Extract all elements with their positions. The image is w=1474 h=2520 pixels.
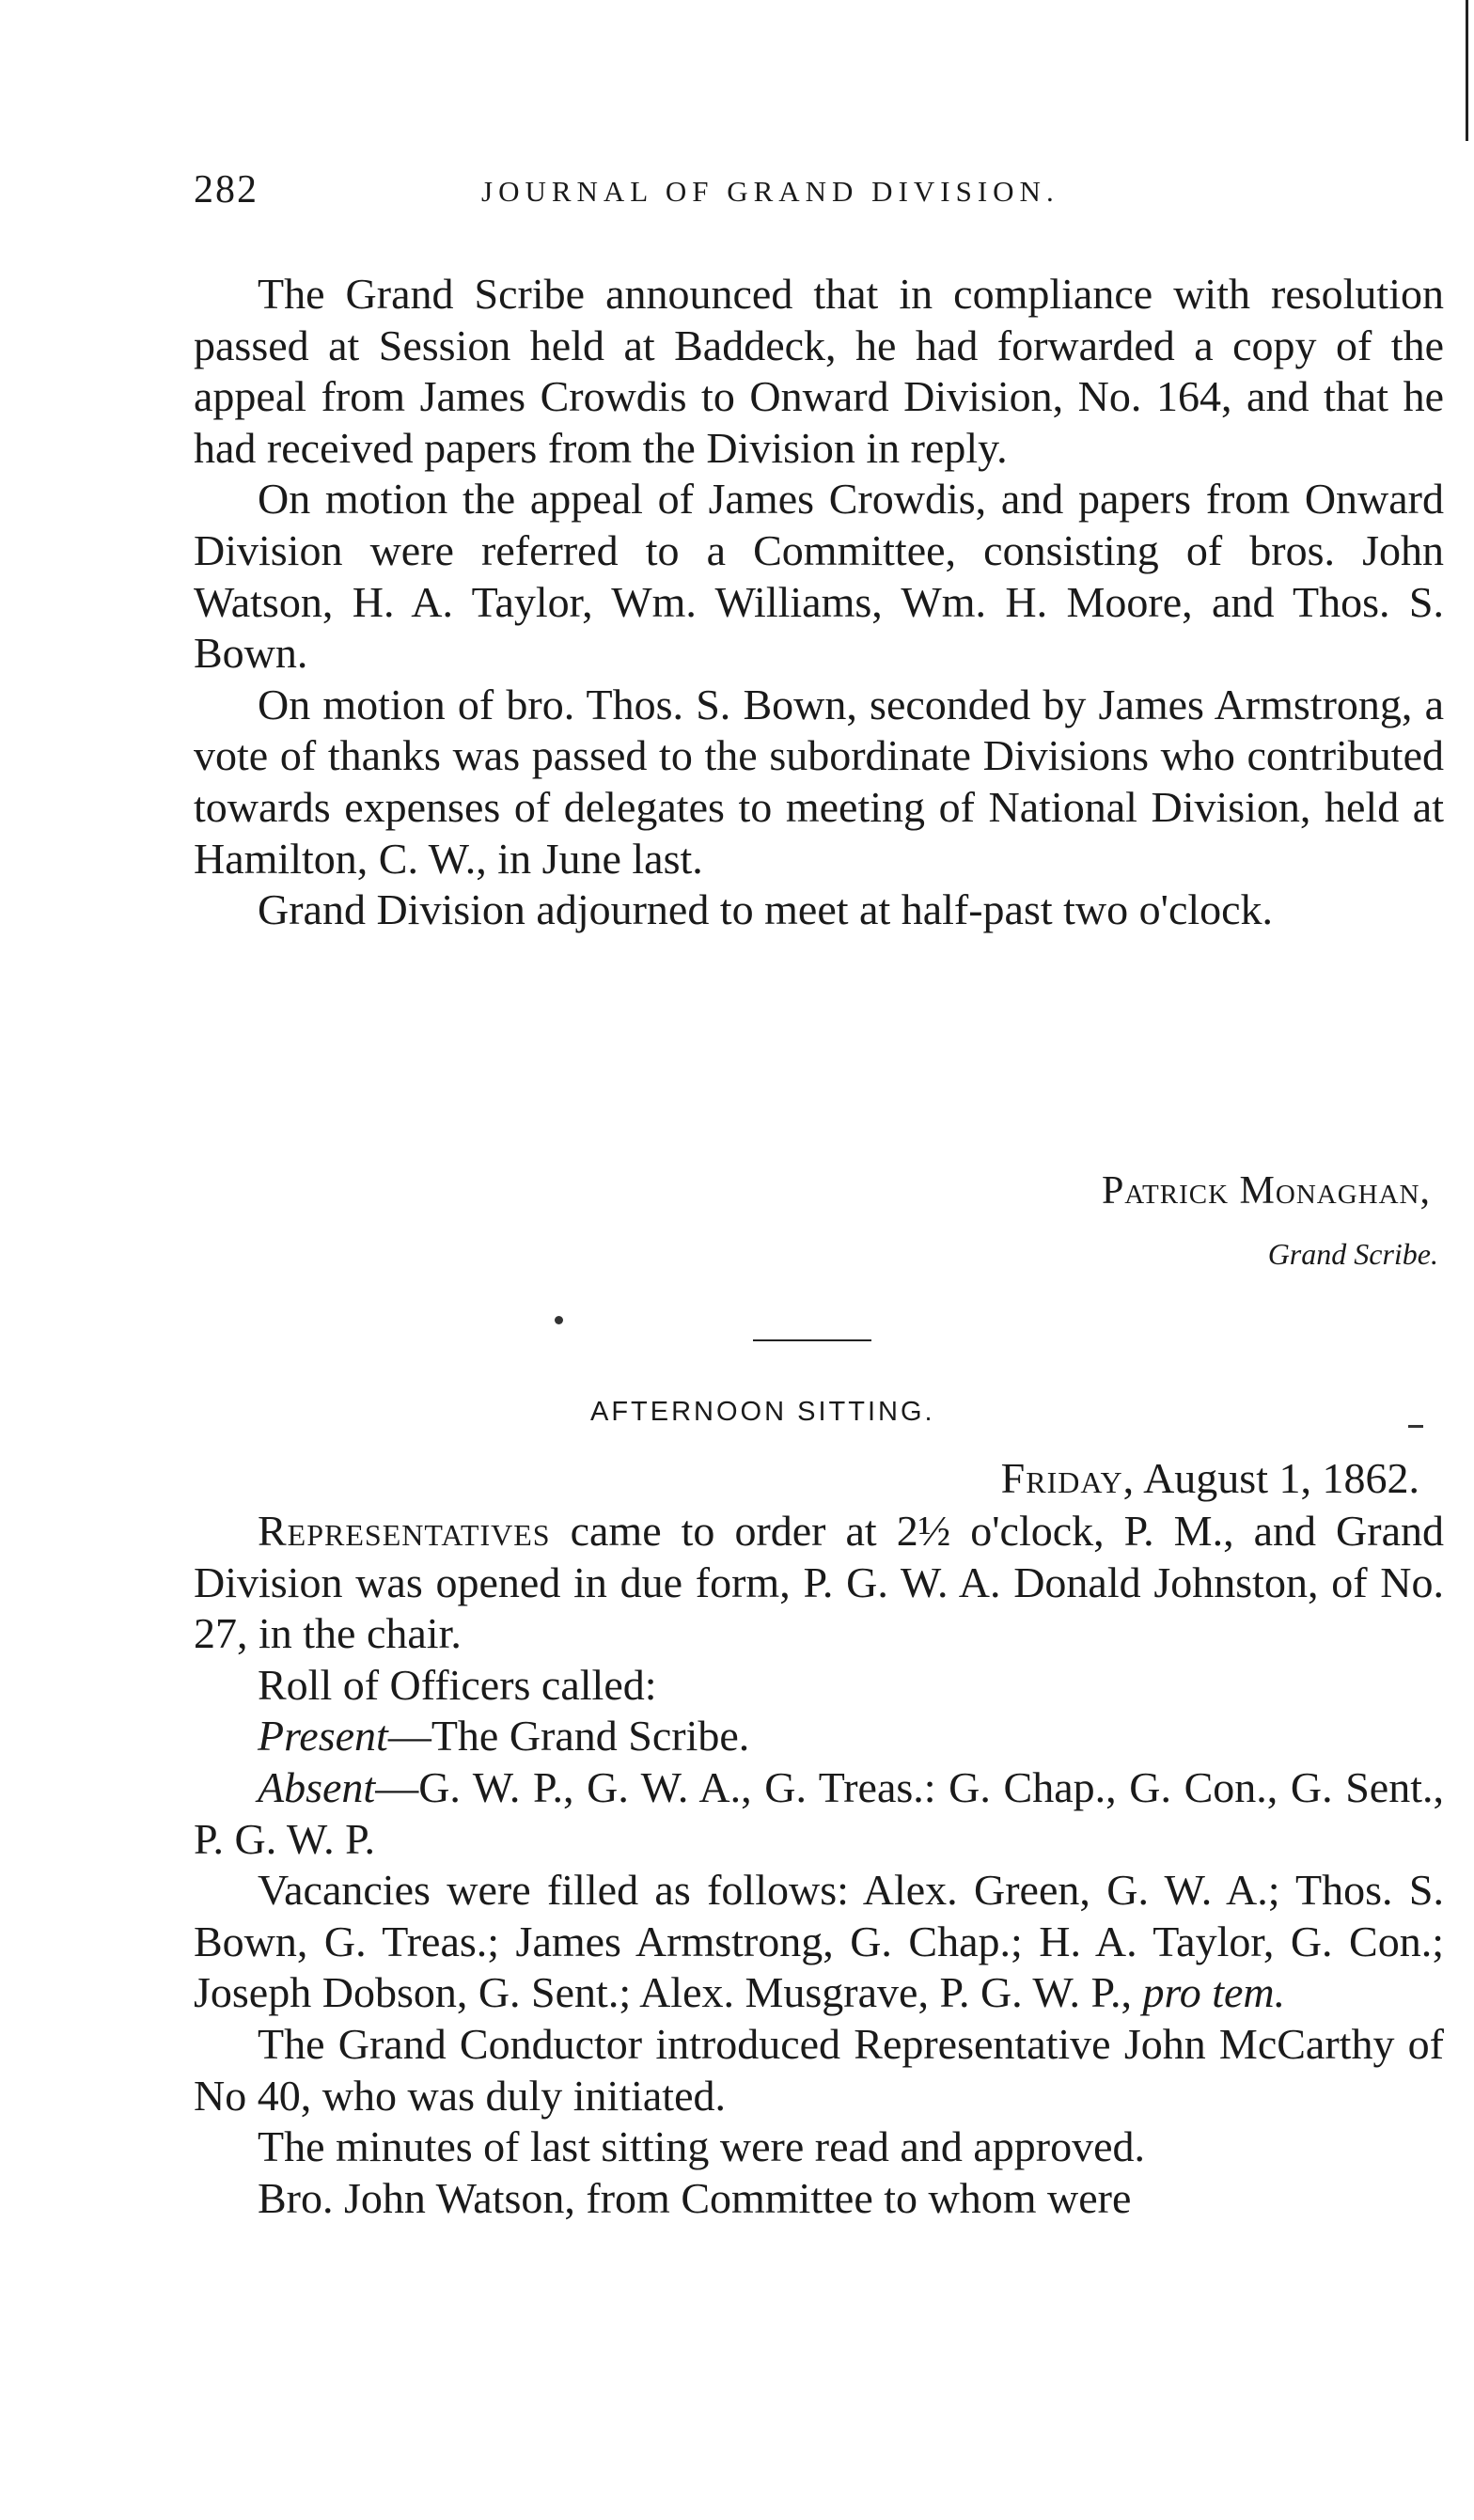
morning-minutes bbox=[194, 269, 1444, 936]
paragraph-text: came to order at 2½ o'clock, P. M., and Grand Division was opened in due form, P. G. W. A. Donald Johnston, of No. 27, in the chair. bbox=[194, 1507, 1444, 1658]
paragraph-present bbox=[194, 1711, 1444, 1762]
absent-label: Absent bbox=[258, 1762, 376, 1811]
stray-dash-mark bbox=[1408, 1425, 1423, 1428]
paragraph-adjournment: Grand Division adjourned to meet at half-past two o'clock. bbox=[258, 885, 1274, 934]
paragraph-text: —G. W. P., G. W. A., G. Treas.: G. Chap., G. Con., G. Sent., P. G. W. P. bbox=[194, 1762, 1444, 1863]
paragraph-text: —The Grand Scribe. bbox=[387, 1712, 750, 1761]
paragraph-committee-report: Bro. John Watson, from Committee to whom were bbox=[258, 2173, 1132, 2222]
paragraph-roll-call: Roll of Officers called: bbox=[258, 1660, 657, 1709]
signature-name: Patrick Monaghan, bbox=[1101, 1169, 1431, 1213]
afternoon-minutes bbox=[194, 1506, 1444, 2224]
page-edge-mark bbox=[1466, 0, 1468, 141]
section-heading-afternoon: AFTERNOON SITTING. bbox=[590, 1397, 935, 1427]
paragraph-appeal-forwarded: The Grand Scribe announced that in compliance with resolution passed at Session held at Baddeck, he had forwarded a copy of the appeal from James Crowdis to Onward Division, No. 164, and that he had received papers from the Division in reply. bbox=[194, 270, 1444, 472]
sitting-date bbox=[1001, 1453, 1419, 1503]
running-title: JOURNAL OF GRAND DIVISION. bbox=[481, 175, 1059, 208]
ink-dot bbox=[555, 1316, 563, 1324]
paragraph-vacancies bbox=[194, 1865, 1444, 2019]
signature-title: Grand Scribe. bbox=[1267, 1237, 1438, 1271]
paragraph-call-to-order bbox=[194, 1506, 1444, 1660]
lead-word: Representatives bbox=[258, 1507, 551, 1555]
date-rest: August 1, 1862. bbox=[1135, 1454, 1419, 1502]
section-divider-rule bbox=[753, 1339, 871, 1341]
paragraph-committee-referral: On motion the appeal of James Crowdis, and papers from Onward Division were referred to a Committee, consisting of bros. John Watson, H. A. Taylor, Wm. Williams, Wm. H. Moore, and Thos. S. Bown. bbox=[194, 475, 1444, 678]
running-head bbox=[194, 167, 1444, 224]
date-day: Friday, bbox=[1000, 1454, 1136, 1502]
paragraph-minutes-approved: The minutes of last sitting were read and approved. bbox=[258, 2122, 1145, 2171]
paragraph-initiation: The Grand Conductor introduced Representative John McCarthy of No 40, who was duly initiated. bbox=[194, 2019, 1444, 2120]
paragraph-text: Vacancies were filled as follows: Alex. Green, G. W. A.; Thos. S. Bown, G. Treas.; James Armstrong, G. Chap.; H. A. Taylor, G. Con.; Joseph Dobson, G. Sent.; Alex. Musgrave, P. G. W. P., bbox=[194, 1866, 1444, 2017]
paragraph-vote-of-thanks: On motion of bro. Thos. S. Bown, seconded by James Armstrong, a vote of thanks was passed to the subordinate Divisions who contributed towards expenses of delegates to meeting of National Division, held at Hamilton, C. W., in June last. bbox=[194, 680, 1444, 883]
pro-tem-note: pro tem. bbox=[1142, 1968, 1286, 2017]
present-label: Present bbox=[258, 1712, 388, 1761]
paragraph-absent bbox=[194, 1762, 1444, 1865]
page-number: 282 bbox=[194, 168, 259, 211]
